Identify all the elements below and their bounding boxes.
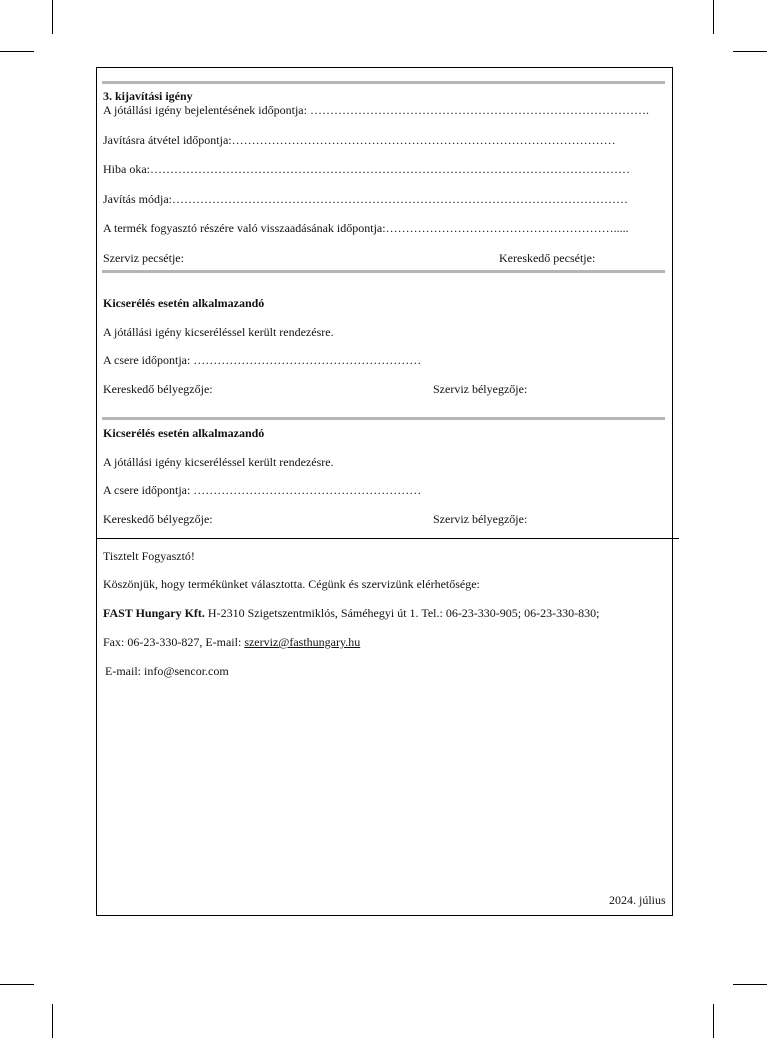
dealer-seal-label: Kereskedő bélyegzője: bbox=[103, 382, 213, 396]
crop-mark bbox=[52, 1004, 53, 1038]
company-name: FAST Hungary Kft. bbox=[103, 606, 205, 620]
company-address: H-2310 Szigetszentmiklós, Sáméhegyi út 1. Tel.: 06-23-330-905; 06-23-330-830; bbox=[204, 606, 600, 620]
fax-prefix: Fax: 06-23-330-827, E-mail: bbox=[103, 635, 245, 649]
greeting: Tisztelt Fogyasztó! bbox=[103, 549, 195, 563]
fault-cause-field: Hiba oka:………………………………………………………………………………………………………… bbox=[103, 162, 630, 176]
service-seal-label: Szerviz bélyegzője: bbox=[433, 382, 528, 396]
replacement-date-field: A csere időpontja: ………………………………………………… bbox=[103, 353, 422, 367]
crop-mark bbox=[0, 51, 34, 52]
contact-divider bbox=[96, 538, 679, 539]
received-date-field: Javításra átvétel időpontja:…………………………………………………………………………………… bbox=[103, 133, 616, 147]
service-email-link[interactable]: szerviz@fasthungary.hu bbox=[244, 635, 361, 649]
dealer-stamp-label: Kereskedő pecsétje: bbox=[499, 251, 596, 265]
replacement-statement: A jótállási igény kicseréléssel került rendezésre. bbox=[103, 455, 334, 469]
footer-date: 2024. július bbox=[609, 893, 666, 907]
return-date-field: A termék fogyasztó részére való visszaadásának időpontja:…………………………………………………..... bbox=[103, 221, 629, 235]
service-stamp-label: Szerviz pecsétje: bbox=[103, 251, 184, 265]
repair-section-heading: 3. kijavítási igény bbox=[103, 89, 193, 103]
email-line: E-mail: info@sencor.com bbox=[105, 664, 229, 678]
company-line bbox=[103, 606, 599, 620]
crop-mark bbox=[713, 1004, 714, 1038]
service-seal-label: Szerviz bélyegzője: bbox=[433, 512, 528, 526]
crop-mark bbox=[52, 0, 53, 34]
replacement-date-field: A csere időpontja: ………………………………………………… bbox=[103, 483, 422, 497]
section-divider bbox=[102, 270, 665, 273]
replacement-heading: Kicserélés esetén alkalmazandó bbox=[103, 426, 265, 440]
crop-mark bbox=[713, 0, 714, 34]
crop-mark bbox=[0, 984, 34, 985]
repair-method-field: Javítás módja:…………………………………………………………………………………………………… bbox=[103, 192, 628, 206]
replacement-heading: Kicserélés esetén alkalmazandó bbox=[103, 296, 265, 310]
section-divider bbox=[102, 417, 665, 420]
thanks-text: Köszönjük, hogy termékünket választotta. Cégünk és szervizünk elérhetősége: bbox=[103, 577, 480, 591]
reported-date-field: A jótállási igény bejelentésének időpontja: …………………………………………………………………………. bbox=[103, 103, 649, 117]
replacement-statement: A jótállási igény kicseréléssel került rendezésre. bbox=[103, 325, 334, 339]
crop-mark bbox=[733, 51, 767, 52]
section-divider bbox=[102, 81, 665, 84]
crop-mark bbox=[733, 984, 767, 985]
dealer-seal-label: Kereskedő bélyegzője: bbox=[103, 512, 213, 526]
fax-line bbox=[103, 635, 360, 649]
